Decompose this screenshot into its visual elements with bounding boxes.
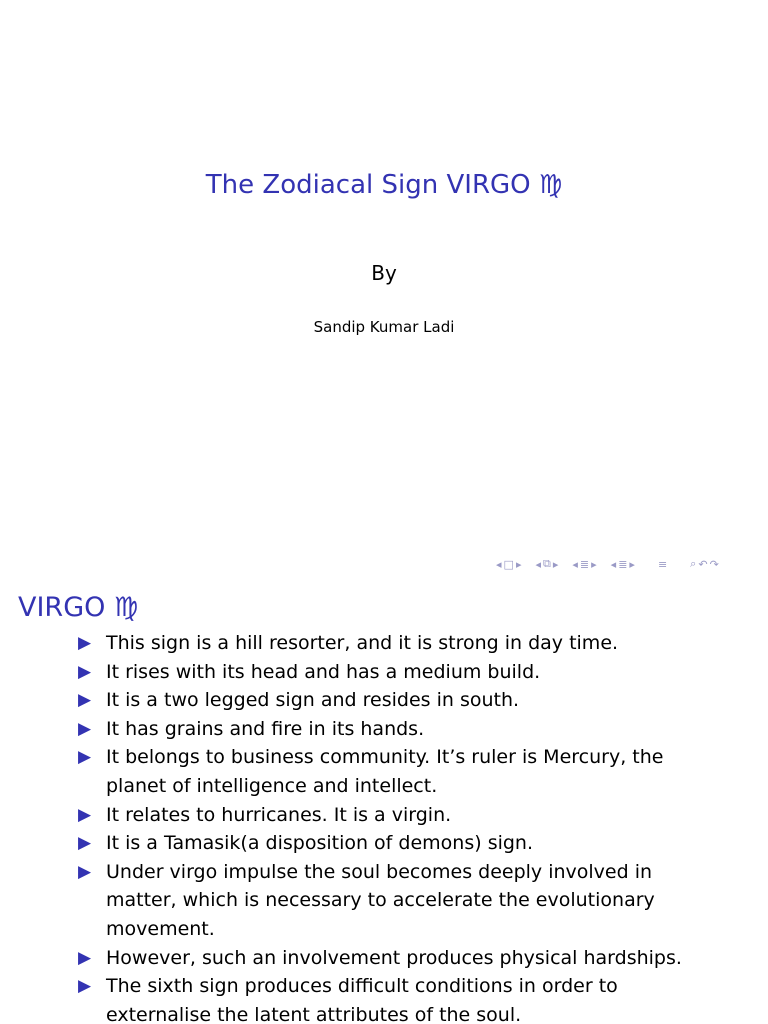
search-icon[interactable]: ⌕ [690, 557, 697, 570]
section-icon[interactable]: ≣ [618, 557, 628, 571]
arrow-right-icon[interactable]: ▸ [629, 557, 635, 571]
bullet-text: It relates to hurricanes. It is a virgin. [106, 803, 452, 826]
arrow-right-icon[interactable]: ▸ [515, 557, 522, 571]
list-item [78, 944, 698, 973]
list-item [78, 686, 698, 715]
frame-title: VIRGO ♍ [18, 592, 139, 623]
list-item [78, 858, 698, 944]
list-item [78, 829, 698, 858]
bullet-text: It is a two legged sign and resides in south. [106, 689, 520, 712]
arrow-right-icon[interactable]: ▸ [552, 557, 559, 571]
arrow-left-icon[interactable]: ◂ [572, 557, 578, 571]
bullet-text: It is a Tamasik(a disposition of demons) sign. [106, 832, 534, 855]
arrow-left-icon[interactable]: ◂ [610, 557, 617, 571]
bullet-text: Under virgo impulse the soul becomes deeply involved in matter, which is necessary to accelerate the evolutionary movement. [106, 860, 655, 940]
list-item [78, 801, 698, 830]
bullet-text: The sixth sign produces difficult conditions in order to externalise the latent attributes of the soul. [106, 975, 618, 1024]
bullet-arrow-icon: ▶ [78, 976, 92, 997]
bullet-arrow-icon: ▶ [78, 661, 92, 682]
arrow-right-icon[interactable]: ▸ [591, 557, 597, 571]
bullet-arrow-icon: ▶ [78, 747, 92, 768]
bullet-text: It belongs to business community. It’s ruler is Mercury, the planet of intelligence and intellect. [106, 746, 664, 797]
undo-icon[interactable]: ↶ [698, 557, 708, 571]
subsection-icon[interactable]: ⧉ [543, 557, 551, 570]
bullet-arrow-icon: ▶ [78, 861, 92, 882]
bullet-text: It rises with its head and has a medium build. [106, 660, 541, 683]
page-title: The Zodiacal Sign VIRGO ♍ [205, 170, 563, 200]
beamer-navigation-bar [494, 556, 721, 572]
bullet-text: This sign is a hill resorter, and it is strong in day time. [106, 632, 619, 654]
bullet-arrow-icon: ▶ [78, 804, 92, 825]
bullet-list [78, 629, 698, 1024]
by-label: By [371, 261, 397, 285]
frame-icon[interactable]: □ [503, 557, 514, 571]
arrow-left-icon[interactable]: ◂ [496, 557, 502, 571]
author-name: Sandip Kumar Ladi [313, 318, 455, 336]
content-slide [0, 576, 768, 1024]
list-item [78, 658, 698, 687]
align-icon[interactable]: ≡ [657, 557, 668, 571]
list-item [78, 972, 698, 1024]
bullet-text: However, such an involvement produces physical hardships. [106, 946, 682, 969]
redo-icon[interactable]: ↷ [709, 557, 719, 571]
bullet-text: It has grains and fire in its hands. [106, 717, 425, 740]
list-item [78, 629, 698, 658]
arrow-left-icon[interactable]: ◂ [535, 557, 541, 571]
section-icon[interactable]: ≣ [579, 557, 590, 571]
bullet-arrow-icon: ▶ [78, 947, 92, 968]
list-item [78, 743, 698, 800]
list-item [78, 715, 698, 744]
bullet-arrow-icon: ▶ [78, 718, 92, 739]
bullet-arrow-icon: ▶ [78, 833, 92, 854]
bullet-arrow-icon: ▶ [78, 690, 92, 711]
bullet-arrow-icon: ▶ [78, 633, 92, 653]
